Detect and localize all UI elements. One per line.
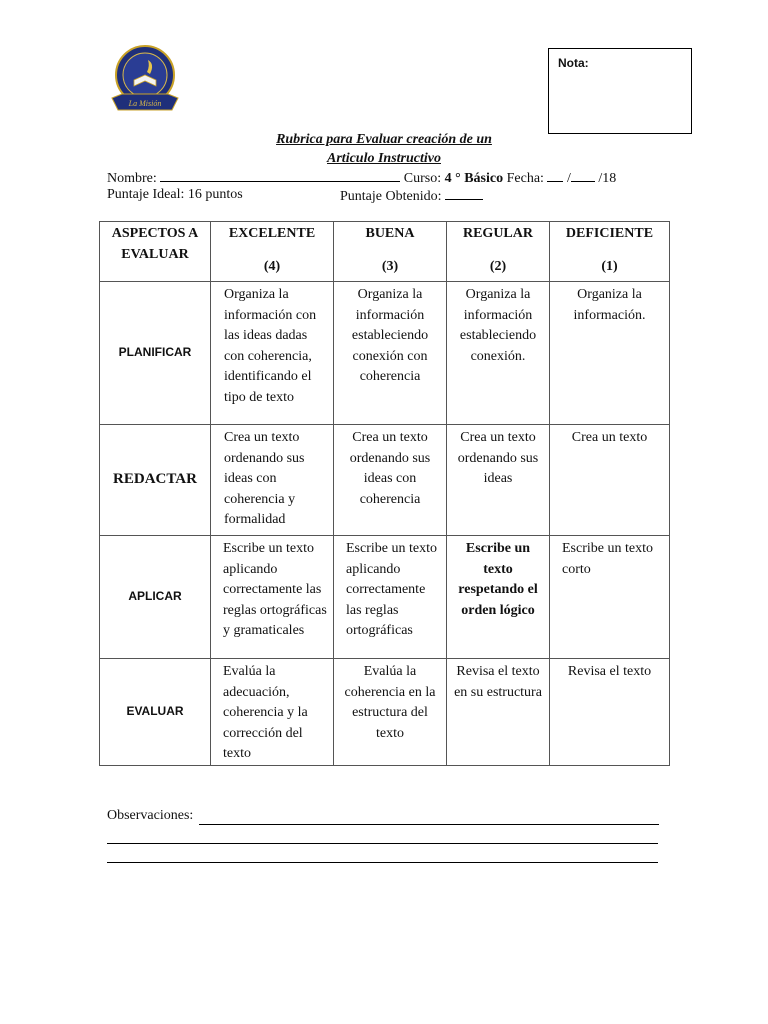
- puntaje-obtenido-label: Puntaje Obtenido:: [340, 189, 442, 204]
- level-header-deficiente: [550, 222, 670, 282]
- level-score: (4): [263, 258, 281, 274]
- level-header-regular: [447, 222, 550, 282]
- puntaje-obtenido-blank[interactable]: [445, 187, 483, 200]
- level-score: (3): [381, 258, 399, 274]
- criteria-cell: Revisa el texto en su estructura: [447, 659, 550, 766]
- criteria-cell: Crea un texto ordenando sus ideas con coherencia: [334, 425, 447, 536]
- observaciones-line[interactable]: [199, 824, 659, 825]
- level-header-buena: [334, 222, 447, 282]
- fecha-separator: /: [566, 171, 571, 186]
- level-score: (1): [601, 258, 618, 274]
- criteria-cell: Escribe un texto aplicando correctamente las reglas ortográficas y gramaticales: [211, 536, 334, 659]
- puntaje-obtenido-line: [340, 187, 483, 205]
- aspect-header-line1: ASPECTOS A: [111, 226, 199, 241]
- fecha-year: /18: [598, 171, 617, 186]
- criteria-cell: Crea un texto ordenando sus ideas con coherencia y formalidad: [211, 425, 334, 536]
- criteria-cell: Organiza la información con las ideas dadas con coherencia, identificando el tipo de texto: [211, 282, 334, 425]
- aspect-cell: [100, 536, 211, 659]
- criteria-cell: Crea un texto: [550, 425, 670, 536]
- document-title-line2: Articulo Instructivo: [327, 151, 441, 166]
- level-header-excelente: [211, 222, 334, 282]
- curso-value: 4 ° Básico: [444, 171, 504, 186]
- criteria-cell: Organiza la información estableciendo conexión.: [447, 282, 550, 425]
- aspect-label: PLANIFICAR: [118, 345, 192, 360]
- student-info-line: [107, 169, 616, 187]
- document-title-line1: Rubrica para Evaluar creación de un: [276, 132, 492, 147]
- level-name: BUENA: [365, 226, 415, 241]
- criteria-cell: Organiza la información.: [550, 282, 670, 425]
- criteria-cell: Escribe un texto respetando el orden lógico: [447, 536, 550, 659]
- aspect-header-line2: EVALUAR: [121, 247, 189, 262]
- aspect-cell: [100, 659, 211, 766]
- level-score: (2): [489, 258, 507, 274]
- table-row-evaluar: [100, 659, 670, 766]
- grade-box: [548, 48, 692, 134]
- puntaje-ideal: Puntaje Ideal: 16 puntos: [107, 187, 243, 202]
- criteria-cell: Crea un texto ordenando sus ideas: [447, 425, 550, 536]
- level-name: EXCELENTE: [228, 226, 316, 241]
- criteria-cell: Organiza la información estableciendo conexión con coherencia: [334, 282, 447, 425]
- table-header-row: [100, 222, 670, 282]
- criteria-cell: Evalúa la adecuación, coherencia y la corrección del texto: [211, 659, 334, 766]
- aspect-label: APLICAR: [128, 589, 182, 604]
- table-row-redactar: [100, 425, 670, 536]
- aspect-cell: [100, 282, 211, 425]
- fecha-month-blank[interactable]: [571, 169, 595, 182]
- table-row-aplicar: [100, 536, 670, 659]
- fecha-day-blank[interactable]: [547, 169, 563, 182]
- criteria-cell: Escribe un texto corto: [550, 536, 670, 659]
- table-row-planificar: [100, 282, 670, 425]
- rubric-table: [99, 221, 670, 766]
- svg-text:La Misión: La Misión: [128, 99, 162, 108]
- level-name: DEFICIENTE: [565, 226, 654, 241]
- observaciones-line[interactable]: [107, 843, 658, 844]
- curso-label: Curso:: [403, 171, 442, 186]
- level-name: REGULAR: [462, 226, 533, 241]
- aspect-label: REDACTAR: [113, 471, 197, 488]
- aspect-label: EVALUAR: [126, 704, 184, 718]
- criteria-cell: Revisa el texto: [550, 659, 670, 766]
- aspect-header: [100, 222, 211, 282]
- nota-label: Nota:: [558, 56, 589, 70]
- criteria-cell: Escribe un texto aplicando correctamente las reglas ortográficas: [334, 536, 447, 659]
- criteria-cell: Evalúa la coherencia en la estructura del texto: [334, 659, 447, 766]
- nombre-blank[interactable]: [160, 169, 400, 182]
- observaciones-label: Observaciones:: [107, 808, 194, 823]
- nombre-label: Nombre:: [107, 171, 157, 186]
- observaciones-line[interactable]: [107, 862, 658, 863]
- school-logo: [108, 44, 182, 114]
- aspect-cell: [100, 425, 211, 536]
- fecha-label: Fecha:: [506, 171, 544, 186]
